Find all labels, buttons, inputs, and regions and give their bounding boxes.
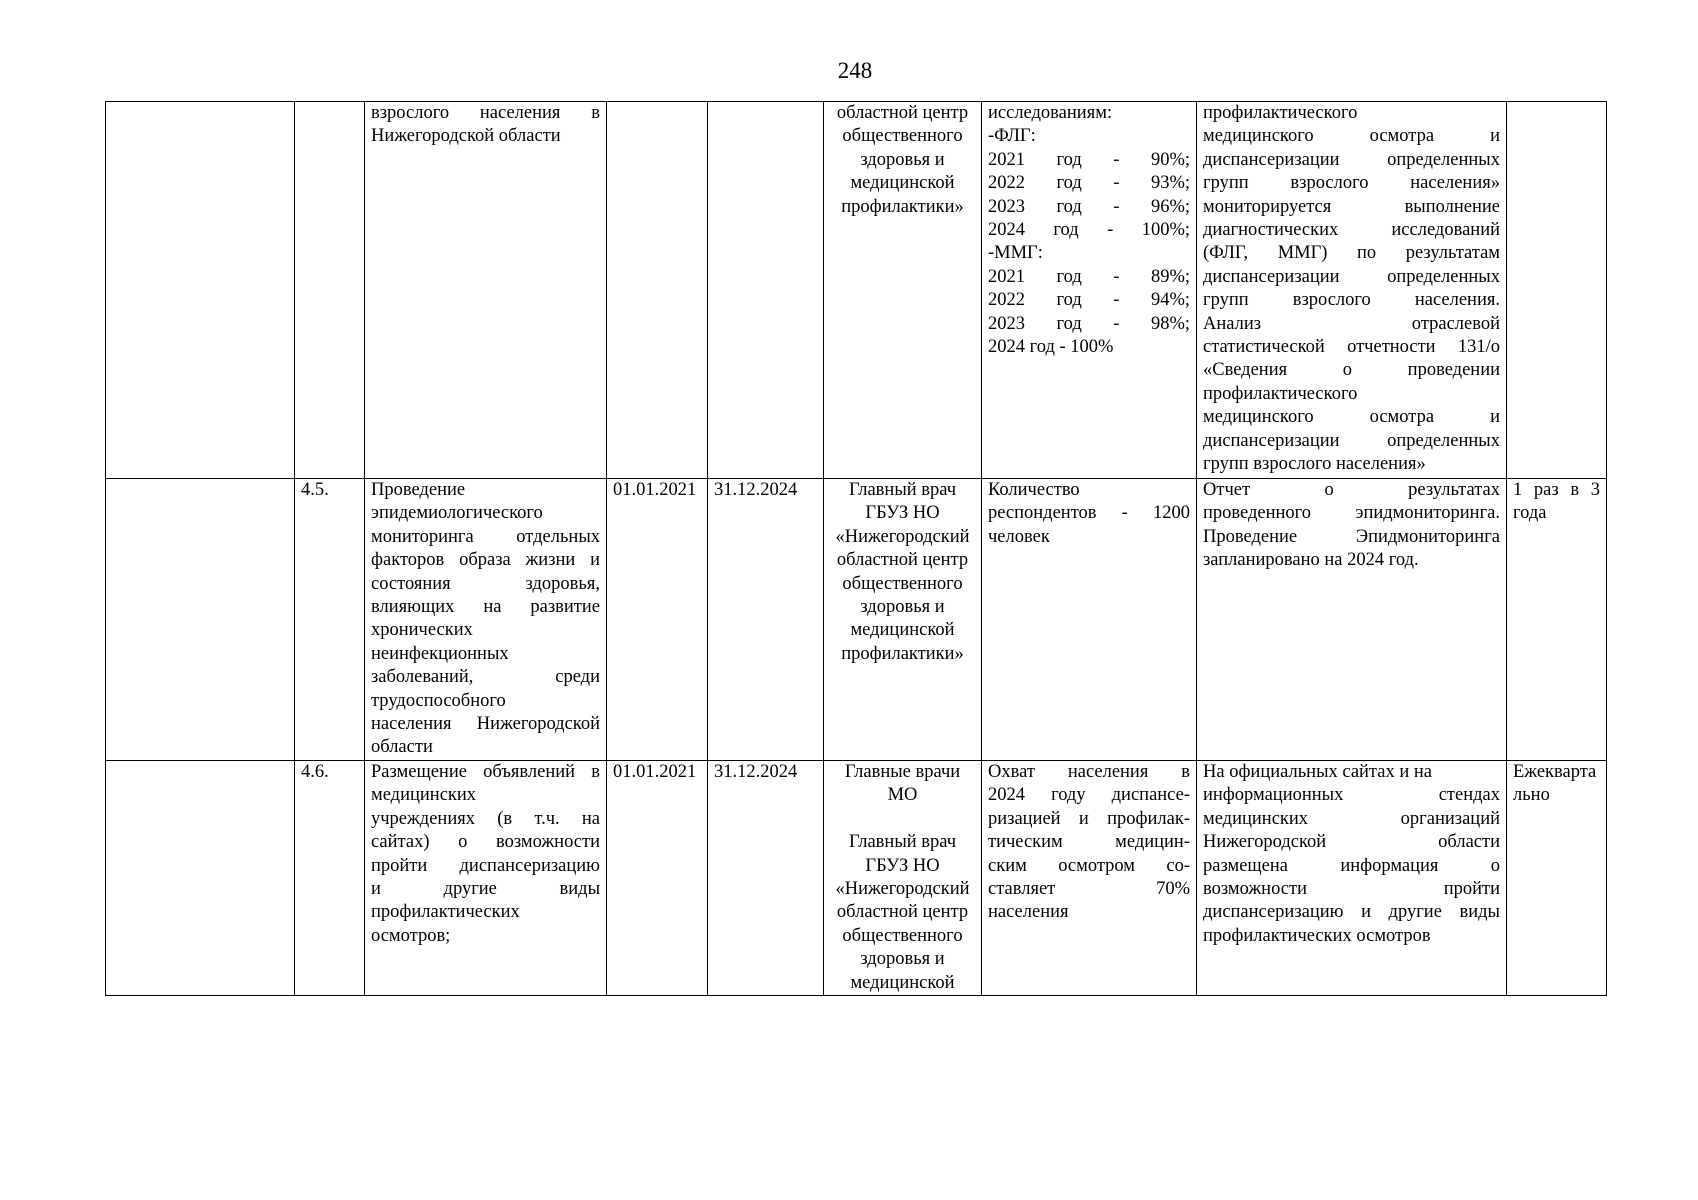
start-date-cell [607,760,708,995]
periodicity-line: 1 раз в 3 [1513,480,1600,500]
responsible-line: «Нижегородский [835,526,970,547]
end-date-text: 31.12.2024 [714,480,798,500]
table-row [106,479,1607,761]
indicator-line: 2024 год - 100%; [988,220,1190,241]
responsible-line: Главный врач [848,480,957,500]
event-line: области [371,737,433,758]
event-line: населения Нижегородской [371,714,600,735]
indicator-line: Количество [988,480,1080,500]
event-line: состояния здоровья, [371,573,600,594]
responsible-line [830,808,975,831]
responsible-line: ГБУЗ НО [865,855,940,876]
indicator-line: тическим медицин- [988,832,1190,853]
event-line: влияющих на развитие [371,597,600,618]
result-line: диспансеризации определенных [1203,266,1500,287]
end-date-text: 31.12.2024 [714,761,798,782]
periodicity-cell [1507,760,1607,995]
responsible-line: областной центр [836,103,969,123]
responsible-line: общественного [842,573,963,594]
responsible-line: здоровья и [860,949,945,970]
result-line: групп взрослого населения. [1203,290,1500,311]
event-line: учреждениях (в т.ч. на [371,808,600,829]
responsible-line: медицинской [850,972,955,993]
result-line: групп взрослого населения» [1203,454,1426,475]
indicator-line: -ФЛГ: [988,126,1036,147]
periodicity-line: льно [1513,785,1550,806]
result-line: запланировано на 2024 год. [1203,550,1419,571]
table-row [106,760,1607,995]
result-line: Анализ отраслевой [1203,313,1500,334]
indicator-line: 2021 год - 89%; [988,266,1190,287]
result-line: диагностических исследований [1203,220,1500,241]
indicator-line: 2021 год - 90%; [988,149,1190,170]
column-a-cell [106,102,295,479]
indicator-line: ставляет 70% [988,878,1190,899]
event-line: пройти диспансеризацию [371,855,600,876]
page-number: 248 [837,58,873,83]
event-line: мониторинга отдельных [371,526,600,547]
responsible-cell [824,760,982,995]
indicator-line: ризацией и профилак- [988,808,1190,829]
responsible-line: ГБУЗ НО [865,503,940,524]
event-line: трудоспособного [371,690,506,711]
result-line: «Сведения о проведении [1203,360,1500,381]
result-line: профилактического [1203,103,1358,123]
table-body [106,102,1607,996]
indicator-line: 2024 год - 100% [988,337,1114,358]
event-line: заболеваний, среди [371,667,600,688]
result-line: возможности пройти [1203,878,1500,899]
event-line: хронических [371,620,473,641]
event-line: и другие виды [371,878,600,899]
event-cell [365,102,607,479]
result-line: профилактического [1203,383,1358,404]
column-a-cell [106,479,295,761]
indicator-line: исследованиям: [988,103,1113,123]
start-date-cell [607,479,708,761]
event-line: факторов образа жизни и [371,550,600,571]
responsible-line: здоровья и [860,149,945,170]
responsible-line: «Нижегородский [835,878,970,899]
indicator-line: человек [988,526,1050,547]
indicator-line: 2024 году диспансе- [988,785,1190,806]
event-line: взрослого населения в [371,103,600,123]
responsible-line: здоровья и [860,597,945,618]
result-line: Нижегородской области [1203,832,1500,853]
item-number-text: 4.5. [301,480,329,500]
result-line: статистической отчетности 131/о [1203,337,1500,358]
item-number-cell [295,102,365,479]
event-line: Размещение объявлений в [371,761,600,782]
indicator-line: 2022 год - 93%; [988,173,1190,194]
indicator-line: ским осмотром со- [988,855,1190,876]
indicator-line: -ММГ: [988,243,1043,264]
item-number-text: 4.6. [301,761,329,782]
periodicity-line: года [1513,503,1547,524]
responsible-line: областной центр [836,550,969,571]
result-line: диспансеризации определенных [1203,430,1500,451]
item-number-cell [295,479,365,761]
responsible-line: профилактики» [841,643,964,664]
end-date-cell [708,102,824,479]
result-line: размещена информация о [1203,855,1500,876]
indicator-line: 2023 год - 96%; [988,196,1190,217]
responsible-line: Главный врач [848,832,957,853]
result-line: Проведение Эпидмониторинга [1203,526,1500,547]
event-line: Нижегородской области [371,126,561,147]
result-cell [1197,479,1507,761]
periodicity-cell [1507,479,1607,761]
result-line: групп взрослого населения» [1203,173,1500,194]
result-line: На официальных сайтах и на [1203,761,1432,782]
result-line: информационных стендах [1203,785,1500,806]
event-line: профилактических [371,902,520,923]
responsible-line: Главные врачи [844,761,961,782]
indicator-cell [982,760,1197,995]
start-date-cell [607,102,708,479]
result-line: медицинских организаций [1203,808,1500,829]
responsible-line: областной центр [836,902,969,923]
result-line: (ФЛГ, ММГ) по результатам [1203,243,1500,264]
event-line: сайтах) о возможности [371,832,600,853]
event-line: эпидемиологического [371,503,543,524]
responsible-line: профилактики» [841,196,964,217]
event-line: медицинских [371,785,477,806]
responsible-line: медицинской [850,173,955,194]
result-line: медицинского осмотра и [1203,407,1500,428]
result-line: диспансеризацию и другие виды [1203,902,1500,923]
responsible-cell [824,479,982,761]
event-cell [365,760,607,995]
indicator-line: населения [988,902,1069,923]
indicator-line: 2023 год - 98%; [988,313,1190,334]
indicator-cell [982,102,1197,479]
indicator-line: респондентов - 1200 [988,503,1190,524]
end-date-cell [708,479,824,761]
event-line: осмотров; [371,925,451,946]
table-row [106,102,1607,479]
responsible-line: МО [887,785,918,806]
event-line: неинфекционных [371,643,509,664]
item-number-cell [295,760,365,995]
periodicity-line: Ежекварта [1513,761,1597,782]
indicator-line: Охват населения в [988,761,1190,782]
result-line: диспансеризации определенных [1203,149,1500,170]
event-line: Проведение [371,480,466,500]
indicator-cell [982,479,1197,761]
start-date-text: 01.01.2021 [613,761,697,782]
event-cell [365,479,607,761]
column-a-cell [106,760,295,995]
activity-plan-table [105,101,1607,996]
result-cell [1197,760,1507,995]
responsible-line: общественного [842,925,963,946]
result-line: проведенного эпидмониторинга. [1203,503,1500,524]
indicator-line: 2022 год - 94%; [988,290,1190,311]
result-line: Отчет о результатах [1203,480,1500,500]
end-date-cell [708,760,824,995]
result-line: медицинского осмотра и [1203,126,1500,147]
start-date-text: 01.01.2021 [613,480,697,500]
result-line: мониторируется выполнение [1203,196,1500,217]
responsible-line: общественного [842,126,963,147]
responsible-line: медицинской [850,620,955,641]
result-line: профилактических осмотров [1203,925,1431,946]
responsible-cell [824,102,982,479]
periodicity-cell [1507,102,1607,479]
result-cell [1197,102,1507,479]
